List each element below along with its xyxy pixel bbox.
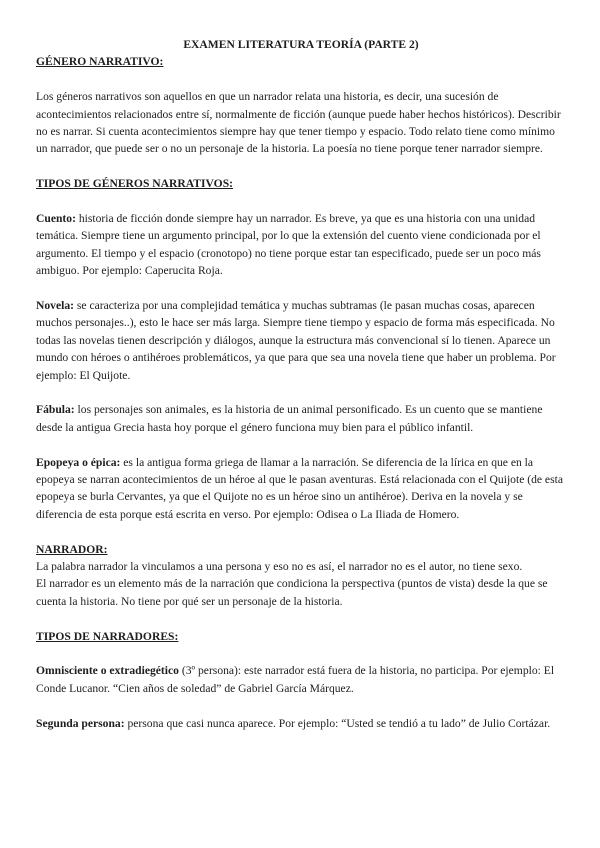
spacer [36,436,566,453]
definition-fabula: los personajes son animales, es la historia de un animal personificado. Es un cuento que se mantiene desde la antigua Grecia hasta hoy porque el género funciona muy bien para el público infantil. [36,403,543,434]
term-cuento: Cuento: [36,212,76,226]
definition-novela: se caracteriza por una complejidad temática y muchas subtramas (le pasan muchas cosas, aparecen muchos personajes..), esto le hace ser más larga. Siempre tiene tiempo y espacio de forma más especificada. No todas las novelas tienen descripción y diálogos, aunque la estructura más convencional sí lo tienen. Aparece un mundo con héroes o antihéroes problemáticos, ya que para que sea una novela tiene que haber un problema. Por ejemplo: El Quijote. [36,299,556,382]
term-epopeya: Epopeya o épica: [36,455,121,469]
paragraph-narrador-1: La palabra narrador la vinculamos a una persona y eso no es así, el narrador no es el autor, no tiene sexo. [36,560,523,574]
section-heading-tipos-narradores: TIPOS DE NARRADORES: [36,629,179,643]
paragraph-narrador-2: El narrador es un elemento más de la narración que condiciona la perspectiva (puntos de vista) desde la que se cuenta la historia. No tiene por qué ser un personaje de la historia. [36,577,548,608]
section-heading-genero-narrativo: GÉNERO NARRATIVO: [36,55,164,69]
term-novela: Novela: [36,299,74,313]
spacer [36,71,566,88]
spacer [36,384,566,401]
paragraph-omnisciente [36,662,566,697]
spacer [36,280,566,297]
section-heading-tipos-generos: TIPOS DE GÉNEROS NARRATIVOS: [36,177,234,191]
spacer [36,610,566,627]
term-fabula: Fábula: [36,403,75,417]
spacer [36,697,566,714]
term-omnisciente: Omnisciente o extradiegético [36,664,179,678]
paragraph-genero-narrativo: Los géneros narrativos son aquellos en que un narrador relata una historia, es decir, una sucesión de acontecimientos relacionados entre sí, normalmente de ficción (aunque puede haber hechos históricos). Describir no es narrar. Si cuenta acontecimientos siempre hay que tener tiempo y espacio. Todo relato tiene como mínimo un narrador, que puede ser o no un personaje de la historia. La poesía no tiene porque tener narrador siempre. [36,90,561,156]
definition-epopeya: es la antigua forma griega de llamar a la narración. Se diferencia de la lírica en que en la epopeya se narran acontecimientos de un héroe al que le pasan aventuras. Está relacionada con el Quijote (de esta epopeya se burla Cervantes, ya que el Quijote no es un héroe sino un antihéroe). Deriva en la novela y se diferencia de esta porque está escrita en verso. Por ejemplo: Odisea o La Iliada de Homero. [36,455,563,521]
spacer [36,523,566,540]
definition-cuento: historia de ficción donde siempre hay un narrador. Es breve, ya que es una historia con una unidad temática. Siempre tiene un argumento principal, por lo que la extensión del cuento viene condicionada por el argumento. El tiempo y el espacio (cronotopo) no tiene porque estar tan especificado, puede ser un poco más ambiguo. Por ejemplo: Caperucita Roja. [36,212,541,278]
section-heading-narrador: NARRADOR: [36,542,108,556]
paragraph-fabula [36,401,566,436]
document-title: EXAMEN LITERATURA TEORÍA (PARTE 2) [183,38,419,51]
spacer [36,158,566,175]
spacer [36,645,566,662]
paragraph-epopeya [36,454,566,524]
paragraph-segunda-persona [36,715,566,732]
definition-segunda-persona: persona que casi nunca aparece. Por ejemplo: “Usted se tendió a tu lado” de Julio Cortázar. [124,716,551,730]
paragraph-cuento [36,210,566,280]
spacer [36,193,566,210]
paragraph-novela [36,297,566,384]
definition-omnisciente: (3º persona): este narrador está fuera de la historia, no participa. Por ejemplo: El Conde Lucanor. “Cien años de soledad” de Gabriel García Márquez. [36,664,555,695]
term-segunda-persona: Segunda persona: [36,716,125,730]
